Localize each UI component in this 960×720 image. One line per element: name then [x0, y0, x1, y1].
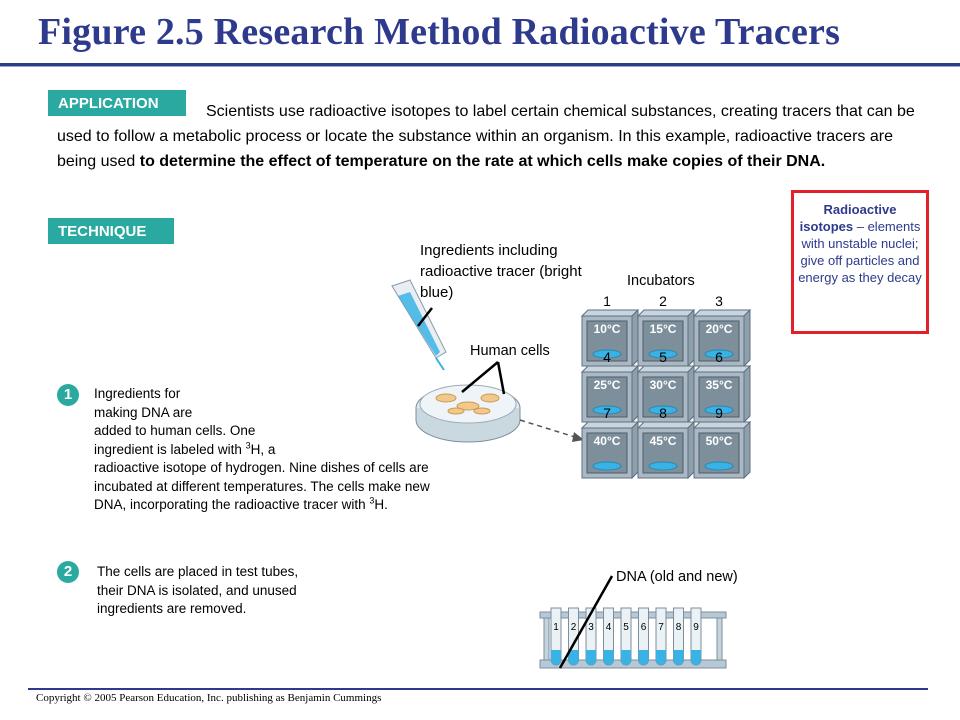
test-tube-number: 5 [623, 622, 629, 633]
test-tube-5 [621, 608, 631, 665]
test-tube-number: 8 [675, 622, 682, 633]
application-text-bold: to determine the effect of temperature on the rate at which cells make copies of their DNA. [139, 153, 826, 170]
step-2-line: ingredients are removed. [97, 601, 247, 616]
incubators-label: Incubators [627, 273, 695, 289]
step-2-line: The cells are placed in test tubes, [97, 564, 299, 579]
test-tube-number: 7 [658, 622, 664, 633]
technique-tag: TECHNIQUE [48, 218, 174, 244]
step-1-fragment: ingredient is labeled with [94, 441, 246, 457]
step-1-line: Ingredients for [94, 386, 181, 401]
incubator-number: 5 [659, 349, 667, 365]
test-tube-9 [691, 608, 701, 665]
footer-divider [28, 688, 928, 690]
test-tube-number: 6 [640, 622, 647, 633]
incubator-temperature: 10°C [593, 322, 621, 336]
step-1-fragment: H. [374, 497, 388, 512]
dna-label: DNA (old and new) [616, 569, 738, 585]
callout-term: Radioactive isotopes [799, 202, 897, 234]
step-2-badge: 2 [57, 561, 79, 583]
test-tube-number: 1 [553, 622, 559, 633]
step-2-line: their DNA is isolated, and unused [97, 582, 297, 598]
incubator-number: 6 [715, 349, 723, 365]
copyright-notice: Copyright © 2005 Pearson Education, Inc. publishing as Benjamin Cummings [36, 692, 382, 704]
step-1-superscript: 3 [369, 495, 375, 506]
step-1-line: added to human cells. One [94, 423, 256, 438]
test-tubes [551, 608, 701, 665]
step-1-line: radioactive isotope of hydrogen. Nine dishes of cells are [94, 460, 429, 475]
incubator-temperature: 30°C [649, 378, 677, 392]
incubator-temperature: 40°C [593, 434, 621, 448]
application-text-plain: Scientists use radioactive isotopes to label certain chemical substances, creating tracers that can be used to follow a metabolic process or locate the substance within an organism. In this example, radioactive tracers are being used [57, 103, 915, 170]
figure-title: Figure 2.5 Research Method Radioactive Tracers [38, 11, 841, 53]
incubator-temperature: 15°C [649, 322, 677, 336]
step-1-badge: 1 [57, 384, 79, 406]
step-2-text [97, 563, 367, 619]
test-tube-8 [674, 608, 684, 665]
human-cells-label: Human cells [470, 343, 550, 359]
incubator-temperature: 25°C [593, 378, 621, 392]
test-tube-6 [639, 608, 649, 665]
incubator-number: 9 [715, 405, 723, 421]
incubator-number: 1 [603, 293, 611, 309]
test-tube-number: 4 [605, 622, 612, 633]
test-tube-3 [586, 608, 596, 665]
test-tube-7 [656, 608, 666, 665]
incubator-number: 2 [659, 293, 667, 309]
step-1-fragment: DNA, incorporating the radioactive tracer with [94, 497, 370, 512]
step-1-fragment: H, a [250, 441, 276, 457]
callout-definition: – elements with unstable nuclei; give off particles and energy as they decay [798, 219, 922, 285]
test-tube-4 [604, 608, 614, 665]
test-tube-1 [551, 608, 561, 665]
step-1-line: incubated at different temperatures. The cells make new [94, 478, 430, 494]
step-1-superscript: 3 [245, 440, 251, 450]
ingredients-label: Ingredients including radioactive tracer (bright blue) [420, 242, 582, 301]
test-tube-number: 2 [570, 622, 577, 633]
test-tube-number: 3 [588, 622, 594, 633]
incubator-temperature: 35°C [705, 378, 733, 392]
application-tag: APPLICATION [48, 90, 186, 116]
incubator-number: 7 [603, 405, 611, 421]
step-1-line [94, 496, 534, 515]
step-1-line: making DNA are [94, 404, 193, 420]
incubator-number: 4 [603, 349, 611, 365]
test-tube-number: 9 [693, 622, 699, 633]
step-1-line [94, 441, 534, 460]
incubator-temperature: 45°C [649, 434, 677, 448]
step-1-text [94, 385, 534, 515]
incubator-grid [582, 293, 750, 478]
incubator-number: 3 [715, 293, 723, 309]
incubator-temperature: 50°C [705, 434, 733, 448]
incubator-temperature: 20°C [705, 322, 733, 336]
incubator-number: 8 [659, 405, 667, 421]
